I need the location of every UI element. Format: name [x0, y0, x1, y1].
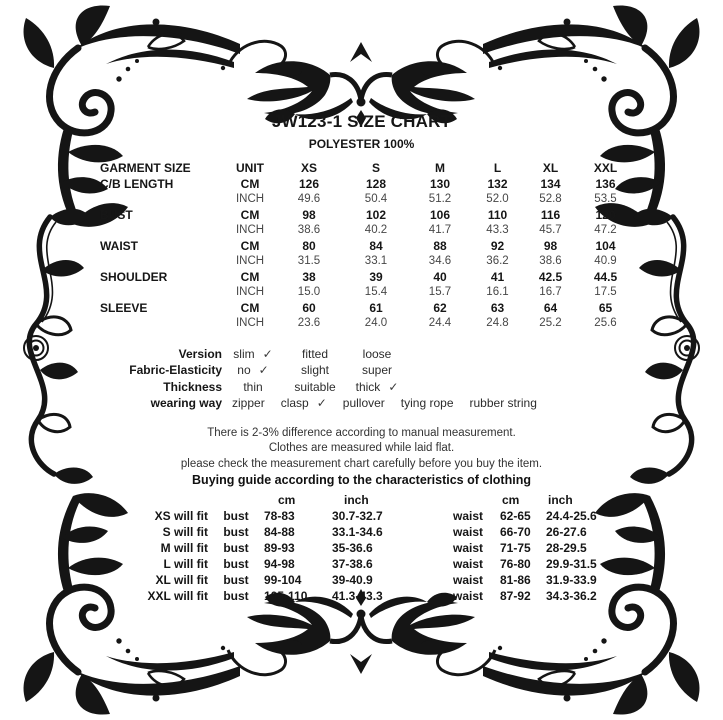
option-text: thick: [355, 379, 381, 394]
size-measurement-table: [100, 161, 634, 332]
table-row-sleeve-cm: [100, 301, 634, 317]
value-cell: 132: [487, 176, 508, 191]
fit-size-label: XL will fit: [155, 573, 208, 587]
cm-header: cm: [278, 493, 296, 507]
row-label: C/B LENGTH: [100, 176, 174, 191]
unit-cell: INCH: [235, 317, 265, 329]
value-cell: 40: [433, 269, 447, 284]
check-icon: ✓: [262, 346, 273, 361]
bust-inch-range: 30.7-32.7: [332, 509, 383, 523]
value-cell: 38.6: [539, 255, 562, 267]
option-text: suitable: [294, 379, 336, 394]
value-cell: 104: [595, 238, 616, 253]
value-cell: 49.6: [297, 193, 321, 205]
unit-cell: CM: [240, 269, 260, 284]
value-cell: 38: [302, 269, 316, 284]
size-header-xs: XS: [300, 161, 317, 175]
table-row-bust-inch: [100, 223, 634, 239]
waist-inch-range: 29.9-31.5: [546, 557, 597, 571]
value-cell: 16.7: [539, 286, 562, 298]
buying-guide-row-xs: [100, 508, 723, 524]
value-cell: 36.2: [486, 255, 509, 267]
row-label: BUST: [100, 207, 133, 222]
value-cell: 15.4: [364, 286, 388, 298]
buying-guide-heading: Buying guide according to the characteristics of clothing: [192, 473, 531, 487]
garment-size-header: GARMENT SIZE: [100, 161, 191, 175]
waist-label: waist: [452, 573, 483, 587]
value-cell: 47.2: [594, 224, 617, 236]
waist-inch-range: 26-27.6: [546, 525, 587, 539]
check-icon: ✓: [388, 379, 399, 394]
value-cell: 110: [487, 207, 508, 222]
bust-cm-range: 105-110: [264, 589, 308, 603]
value-cell: 41: [490, 269, 505, 284]
fabric-composition: POLYESTER 100%: [308, 137, 415, 151]
table-row-shoulder-inch: [100, 285, 634, 301]
option-text: slight: [300, 363, 329, 378]
table-row-shoulder-cm: [100, 270, 634, 286]
unit-header: UNIT: [236, 161, 264, 175]
unit-cell: CM: [240, 207, 260, 222]
row-label: WAIST: [100, 238, 138, 253]
bust-inch-range: 39-40.9: [332, 573, 373, 587]
table-row-sleeve-inch: [100, 316, 634, 332]
value-cell: 106: [429, 207, 451, 222]
attribute-row-wearing-way: [100, 395, 723, 412]
waist-cm-range: 66-70: [500, 525, 531, 539]
bust-inch-range: 33.1-34.6: [332, 525, 383, 539]
value-cell: 23.6: [297, 317, 321, 329]
bust-label: bust: [223, 589, 249, 603]
unit-cell: INCH: [235, 193, 265, 205]
inch-header: inch: [344, 493, 369, 507]
waist-cm-range: 87-92: [500, 589, 531, 603]
buying-guide-row-xxl: [100, 588, 723, 604]
note-line: please check the measurement chart carefully before you buy the item.: [180, 457, 543, 470]
attribute-option: [284, 380, 346, 394]
option-text: fitted: [301, 346, 328, 361]
value-cell: 62: [433, 300, 447, 315]
buying-guide-header-row: [100, 492, 723, 508]
value-cell: 130: [429, 176, 451, 191]
value-cell: 88: [433, 238, 447, 253]
size-header-xl: XL: [542, 161, 559, 175]
value-cell: 31.5: [297, 255, 321, 267]
fit-size-label: S will fit: [162, 525, 208, 539]
value-cell: 126: [298, 176, 320, 191]
waist-cm-range: 76-80: [500, 557, 531, 571]
value-cell: 15.7: [428, 286, 452, 298]
table-row-bust-cm: [100, 208, 634, 224]
value-cell: 116: [540, 207, 561, 222]
note-line: Clothes are measured while laid flat.: [268, 442, 455, 454]
note-line: There is 2-3% difference according to manual measurement.: [207, 426, 516, 439]
waist-inch-range: 24.4-25.6: [546, 509, 597, 523]
waist-inch-range: 34.3-36.2: [546, 589, 597, 603]
bust-label: bust: [223, 525, 249, 539]
attribute-option-checked: [222, 363, 284, 377]
attribute-option: [284, 363, 346, 377]
value-cell: 63: [490, 300, 505, 315]
table-row-waist-inch: [100, 254, 634, 270]
size-header-s: S: [371, 161, 380, 175]
waist-inch-range: 31.9-33.9: [546, 573, 597, 587]
bust-cm-range: 84-88: [264, 525, 295, 539]
bust-label: bust: [223, 541, 249, 555]
size-chart-content: [0, 112, 723, 604]
unit-cell: CM: [240, 238, 260, 253]
row-label: SLEEVE: [100, 300, 148, 315]
fit-size-label: M will fit: [160, 541, 208, 555]
unit-cell: CM: [240, 300, 260, 315]
value-cell: 44.5: [593, 269, 618, 284]
attribute-option: [401, 396, 454, 410]
bust-cm-range: 78-83: [264, 509, 295, 523]
value-cell: 80: [302, 238, 316, 253]
attribute-label: wearing way: [150, 396, 222, 411]
option-text: super: [361, 363, 393, 378]
option-text: slim: [233, 346, 255, 361]
attribute-option: [284, 347, 346, 361]
attribute-option-checked: [281, 396, 327, 410]
value-cell: 25.2: [539, 317, 562, 329]
attribute-option: [222, 380, 284, 394]
bust-label: bust: [223, 509, 249, 523]
value-cell: 41.7: [428, 224, 452, 236]
value-cell: 61: [369, 300, 383, 315]
value-cell: 45.7: [539, 224, 562, 236]
value-cell: 38.6: [297, 224, 321, 236]
attribute-label: Version: [178, 346, 222, 361]
attribute-option: [346, 363, 408, 377]
option-text: tying rope: [400, 396, 454, 411]
bust-cm-range: 94-98: [264, 557, 295, 571]
value-cell: 15.0: [297, 286, 321, 298]
bust-inch-range: 35-36.6: [332, 541, 373, 555]
page-title: JW123-1 SIZE CHART: [271, 112, 452, 131]
attribute-row-version: [100, 346, 723, 363]
option-text: clasp: [280, 396, 309, 411]
bust-label: bust: [223, 557, 249, 571]
value-cell: 24.0: [364, 317, 388, 329]
size-header-l: L: [493, 161, 502, 175]
bust-cm-range: 99-104: [264, 573, 302, 587]
value-cell: 102: [365, 207, 387, 222]
value-cell: 50.4: [364, 193, 388, 205]
value-cell: 98: [543, 238, 558, 253]
empty-cell: [100, 492, 208, 508]
attribute-option-checked: [346, 380, 408, 394]
waist-cm-range: 71-75: [500, 541, 531, 555]
option-text: no: [237, 363, 251, 378]
attribute-option: [343, 396, 385, 410]
measurement-notes: [0, 426, 723, 473]
row-label: SHOULDER: [100, 269, 168, 284]
table-row-cb-length-cm: [100, 177, 634, 193]
inch-header: inch: [548, 493, 573, 507]
value-cell: 43.3: [486, 224, 509, 236]
waist-label: waist: [452, 589, 483, 603]
value-cell: 98: [302, 207, 316, 222]
option-text: rubber string: [469, 396, 537, 411]
option-text: zipper: [232, 396, 265, 411]
value-cell: 16.1: [486, 286, 509, 298]
attribute-row-elasticity: [100, 362, 723, 379]
value-cell: 136: [595, 176, 616, 191]
bust-inch-range: 41.3-43.3: [332, 589, 383, 603]
empty-cell: [208, 492, 264, 508]
value-cell: 24.4: [428, 317, 452, 329]
waist-label: waist: [452, 509, 483, 523]
waist-label: waist: [452, 525, 483, 539]
waist-label: waist: [452, 557, 483, 571]
value-cell: 17.5: [594, 286, 617, 298]
waist-inch-range: 28-29.5: [546, 541, 587, 555]
attribute-option-checked: [222, 347, 284, 361]
value-cell: 42.5: [538, 269, 563, 284]
value-cell: 40.2: [364, 224, 388, 236]
attribute-label: Fabric-Elasticity: [129, 363, 222, 378]
size-header-xxl: XXL: [593, 161, 618, 175]
attribute-label: Thickness: [163, 379, 222, 394]
value-cell: 40.9: [594, 255, 617, 267]
buying-guide-table: [100, 492, 723, 604]
unit-cell: CM: [240, 176, 260, 191]
value-cell: 52.0: [486, 193, 509, 205]
unit-cell: INCH: [235, 255, 265, 267]
waist-label: waist: [452, 541, 483, 555]
check-icon: ✓: [258, 363, 269, 378]
bust-inch-range: 37-38.6: [332, 557, 373, 571]
bust-label: bust: [223, 573, 249, 587]
value-cell: 64: [543, 300, 558, 315]
value-cell: 120: [595, 207, 616, 222]
buying-guide-row-m: [100, 540, 723, 556]
check-icon: ✓: [316, 396, 327, 411]
value-cell: 34.6: [428, 255, 452, 267]
buying-guide-row-l: [100, 556, 723, 572]
value-cell: 53.5: [594, 193, 617, 205]
attribute-option: [470, 396, 537, 410]
unit-cell: INCH: [235, 224, 265, 236]
value-cell: 84: [369, 238, 383, 253]
size-table-header-row: [100, 161, 634, 177]
buying-guide-row-s: [100, 524, 723, 540]
waist-cm-range: 62-65: [500, 509, 531, 523]
value-cell: 134: [540, 176, 561, 191]
size-header-m: M: [435, 161, 445, 175]
value-cell: 65: [598, 300, 613, 315]
buying-guide-row-xl: [100, 572, 723, 588]
option-text: loose: [362, 346, 392, 361]
value-cell: 25.6: [594, 317, 617, 329]
value-cell: 92: [490, 238, 505, 253]
table-row-waist-cm: [100, 239, 634, 255]
unit-cell: INCH: [235, 286, 265, 298]
fit-size-label: L will fit: [163, 557, 208, 571]
value-cell: 24.8: [486, 317, 509, 329]
attribute-row-thickness: [100, 379, 723, 396]
value-cell: 128: [365, 176, 387, 191]
attribute-option: [232, 396, 265, 410]
value-cell: 39: [369, 269, 383, 284]
empty-cell: [442, 492, 494, 508]
table-row-cb-length-inch: [100, 192, 634, 208]
waist-cm-range: 81-86: [500, 573, 531, 587]
option-text: pullover: [342, 396, 385, 411]
value-cell: 33.1: [364, 255, 388, 267]
fit-size-label: XS will fit: [154, 509, 208, 523]
fit-size-label: XXL will fit: [147, 589, 208, 603]
value-cell: 52.8: [539, 193, 562, 205]
bust-cm-range: 89-93: [264, 541, 295, 555]
value-cell: 51.2: [428, 193, 452, 205]
attribute-option: [346, 347, 408, 361]
option-text: thin: [243, 379, 263, 394]
value-cell: 60: [302, 300, 316, 315]
cm-header: cm: [502, 493, 520, 507]
garment-attributes: [100, 346, 723, 412]
